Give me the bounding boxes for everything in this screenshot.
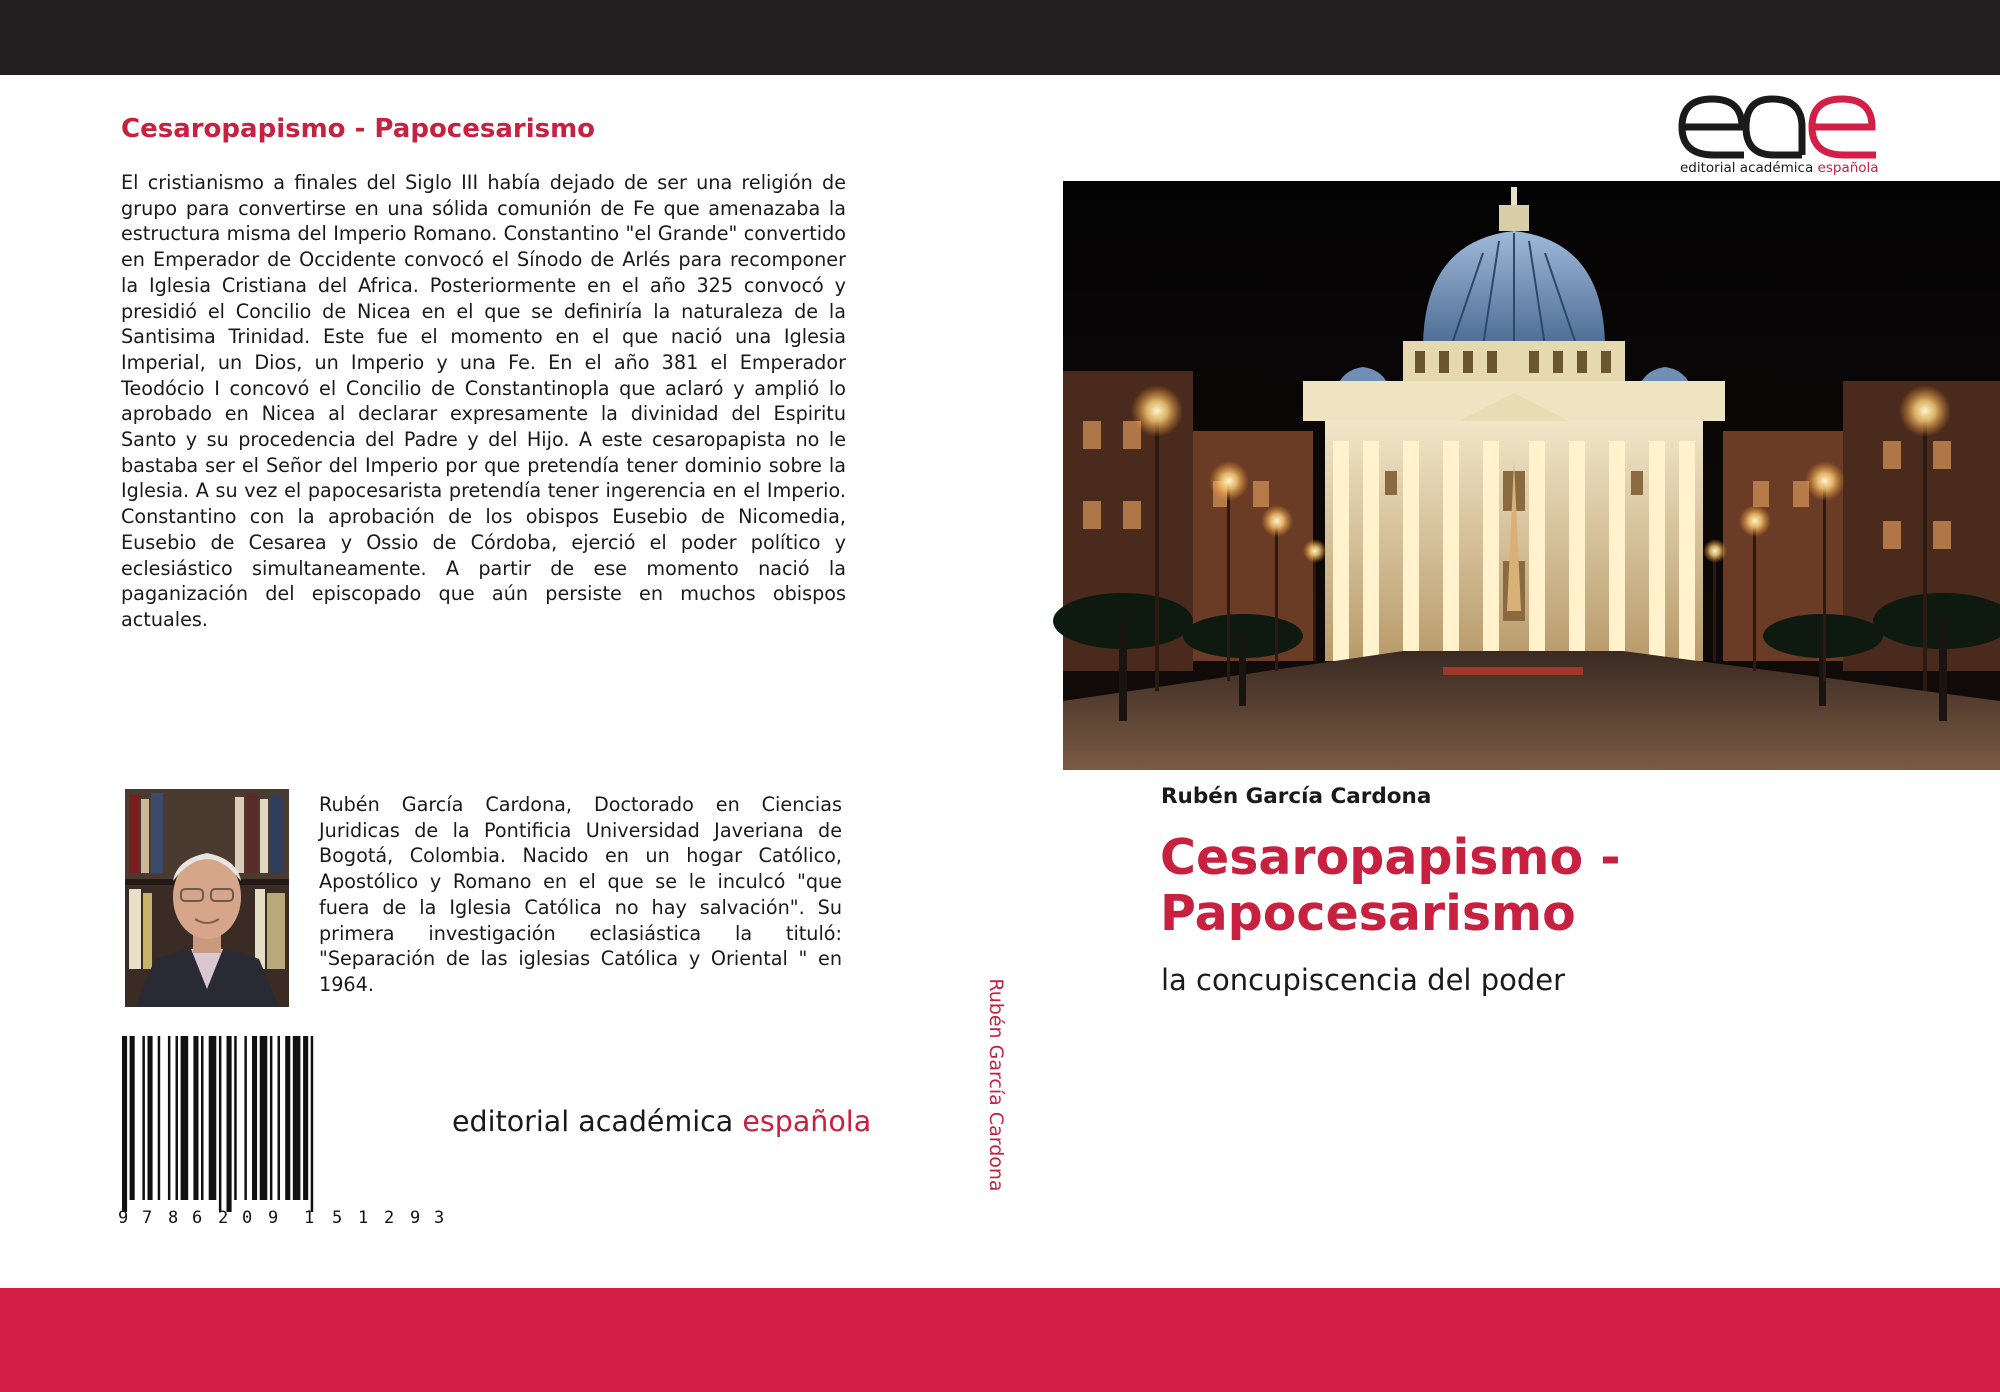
isbn-digit: 5 — [332, 1208, 343, 1228]
back-publisher-name — [452, 1105, 871, 1138]
barcode-bar — [219, 1036, 222, 1212]
author-photo — [125, 789, 289, 1007]
barcode-bar — [227, 1036, 232, 1212]
basilica-night-illustration — [1063, 181, 2000, 770]
front-cover-subtitle: la concupiscencia del poder — [1161, 963, 1566, 997]
logo-caption — [1680, 160, 1879, 176]
back-cover-title: Cesaropapismo - Papocesarismo — [121, 114, 596, 144]
front-author-name: Rubén García Cardona — [1161, 784, 1432, 809]
logo-caption-accent: española — [1817, 160, 1879, 176]
barcode-bar — [209, 1036, 217, 1200]
barcode-bar — [270, 1036, 273, 1200]
barcode-bar — [176, 1036, 179, 1200]
isbn-digit: 1 — [304, 1208, 315, 1228]
barcode-bar — [278, 1036, 281, 1200]
barcode-bar — [252, 1036, 257, 1200]
publisher-name-accent: española — [742, 1105, 872, 1138]
barcode-bar — [130, 1036, 135, 1200]
barcode-graphic — [118, 1036, 445, 1228]
barcode-bar — [293, 1036, 301, 1200]
isbn-digit: 8 — [168, 1208, 179, 1228]
author-portrait-illustration — [125, 789, 289, 1007]
isbn-digit: 9 — [118, 1208, 129, 1228]
isbn-digit: 9 — [268, 1208, 279, 1228]
barcode-bar — [181, 1036, 189, 1200]
logo-caption-main: editorial académica — [1680, 160, 1818, 176]
barcode-bar — [234, 1036, 237, 1200]
barcode-bar — [193, 1036, 198, 1200]
barcode-bar — [142, 1036, 145, 1200]
bottom-red-band — [0, 1288, 2000, 1392]
isbn-digit: 9 — [410, 1208, 421, 1228]
barcode-bar — [122, 1036, 127, 1212]
isbn-digit: 0 — [242, 1208, 253, 1228]
isbn-digit: 2 — [384, 1208, 395, 1228]
isbn-digit: 6 — [192, 1208, 203, 1228]
back-cover-blurb: El cristianismo a finales del Siglo III había dejado de ser una religión de grupo para convertirse en una sólida comunión de Fe que amenazaba la estructura misma del Imperio Romano. Constantino "el Grande" convertido en Emperador de Occidente convocó el Sínodo de Arlés para recomponer la Iglesia Cristiana del Africa. Posteriormente en el año 325 convocó y presidió el Concilio de Nicea en el que se definiría la naturaleza de la Santisima Trinidad. Este fue el momento en el que nació una Iglesia Imperial, un Dios, un Imperio y una Fe. En el año 381 el Emperador Teodócio I concovó el Concilio de Constantinopla que aclaró y amplió lo aprobado en Nicea al declarar expresamente la divinidad del Espiritu Santo y su procedencia del Padre y del Hijo. A este cesaropapista no le bastaba ser el Señor del Imperio por que pretendía tener dominio sobre la Iglesia. A su vez el papocesarista pretendía tener ingerencia en el Imperio. Constantino con la aprobación de los obispos Eusebio de Nicomedia, Eusebio de Cesarea y Ossio de Córdoba, ejerció el poder político y eclesiástico simultaneamente. A partir de ese momento nació la paganización del episcopado que aún persiste en muchos obispos actuales. — [121, 171, 846, 631]
barcode-bar — [260, 1036, 268, 1200]
spine-author-name: Rubén García Cardona — [985, 978, 1007, 1192]
author-bio: Rubén García Cardona, Doctorado en Ciencias Juridicas de la Pontificia Universidad Javeriana de Bogotá, Colombia. Nacido en un hogar Católico, Apostólico y Romano en el que se le inculcó "que fuera de la Iglesia Católica no hay salvación". Su primera investigación eclasiástica la tituló: "Separación de las iglesias Católica y Oriental " en 1964. — [319, 793, 842, 996]
cover-photo-st-peters-basilica — [1063, 181, 2000, 770]
isbn-digit: 3 — [434, 1208, 445, 1228]
barcode-bar — [311, 1036, 314, 1212]
top-dark-band — [0, 0, 2000, 75]
publisher-name-main: editorial académica — [452, 1105, 743, 1138]
front-cover-title: Cesaropapismo - Papocesarismo — [1160, 829, 1621, 942]
barcode-bar — [244, 1036, 247, 1200]
isbn-digit: 7 — [142, 1208, 153, 1228]
isbn-digit: 1 — [358, 1208, 369, 1228]
barcode-bar — [303, 1036, 308, 1200]
barcode-bar — [285, 1036, 290, 1200]
barcode-bar — [201, 1036, 204, 1200]
barcode-bar — [168, 1036, 171, 1200]
barcode-bar — [148, 1036, 153, 1200]
barcode-bar — [158, 1036, 161, 1200]
isbn-digit: 2 — [218, 1208, 229, 1228]
isbn-barcode — [118, 1036, 445, 1228]
